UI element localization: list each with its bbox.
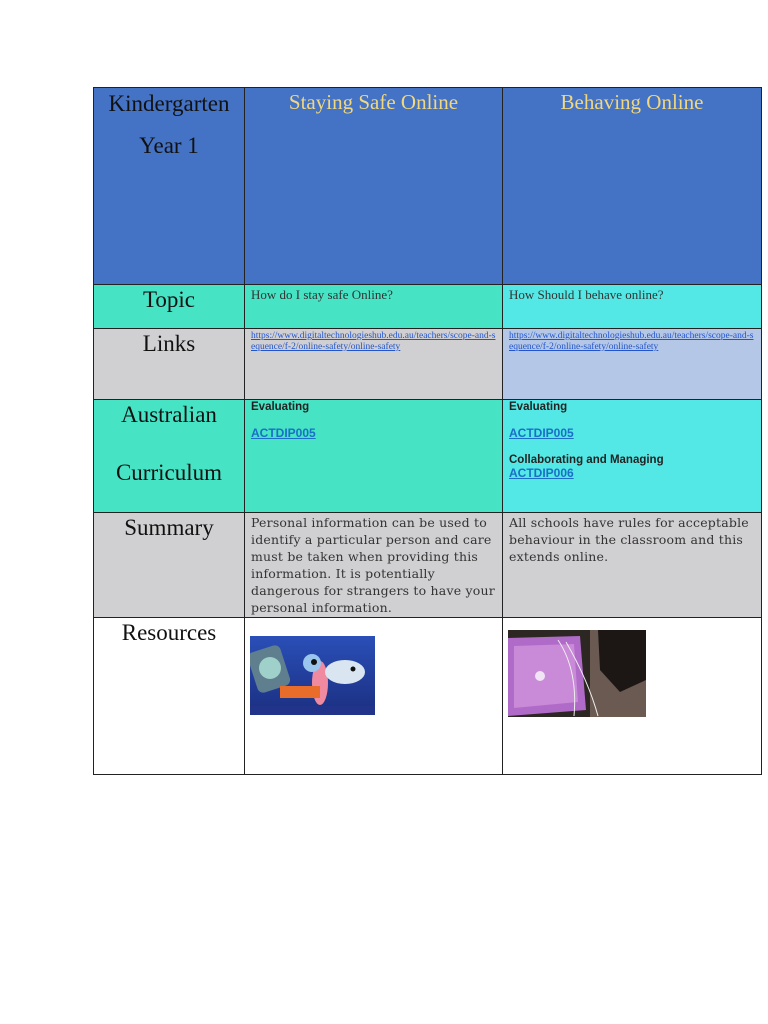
curriculum-col2-heading: Evaluating [509, 401, 568, 413]
resources-row [94, 618, 762, 775]
curriculum-col2-code[interactable]: ACTDIP005 [509, 426, 574, 440]
summary-col1-text: Personal information can be used to identify a particular person and care must be taken when providing this information. It is potentially dangerous for strangers to have your personal information. [251, 515, 495, 615]
curriculum-row [94, 400, 762, 513]
links-col1-cell [245, 329, 503, 400]
cartoon-dolphin-shape [325, 660, 365, 684]
resources-label-cell [94, 618, 245, 775]
header-col1 [245, 88, 503, 285]
curriculum-col1-heading: Evaluating [251, 401, 310, 413]
links-label: Links [142, 331, 196, 356]
links-col2-link[interactable]: https://www.digitaltechnologieshub.edu.au/teachers/scope-and-sequence/f-2/online-safety/online-safety [509, 331, 754, 352]
col1-title: Staying Safe Online [288, 90, 459, 114]
curriculum-col2-heading2: Collaborating and Managing [509, 454, 664, 466]
laptop-photo[interactable] [508, 630, 646, 717]
cartoon-video-thumbnail[interactable] [250, 636, 375, 715]
topic-col2-text: How Should I behave online? [509, 287, 664, 302]
curriculum-col2-code2[interactable]: ACTDIP006 [509, 466, 574, 480]
summary-row [94, 513, 762, 618]
apple-logo-icon [535, 671, 545, 681]
curriculum-label-line1: Australian [121, 402, 217, 427]
links-label-cell [94, 329, 245, 400]
helmet-window-shape [259, 657, 281, 679]
summary-col2-text: All schools have rules for acceptable behaviour in the classroom and this extends online. [509, 515, 749, 564]
resources-label: Resources [121, 620, 217, 645]
lesson-plan-table [93, 87, 762, 775]
curriculum-col2-cell [503, 400, 762, 513]
summary-label-cell [94, 513, 245, 618]
curriculum-col1-code[interactable]: ACTDIP005 [251, 426, 316, 440]
corner-cell [94, 88, 245, 285]
curriculum-label-line2: Curriculum [115, 459, 223, 485]
summary-col1-cell [245, 513, 503, 618]
topic-col1-text: How do I stay safe Online? [251, 287, 393, 302]
links-col2-cell [503, 329, 762, 400]
topic-label-cell [94, 285, 245, 329]
topic-col1-cell [245, 285, 503, 329]
curriculum-label-cell [94, 400, 245, 513]
orange-fish-shape [280, 686, 320, 698]
grade-kindergarten: Kindergarten [108, 91, 230, 116]
summary-col2-cell [503, 513, 762, 618]
col2-title: Behaving Online [560, 90, 704, 114]
curriculum-col1-cell [245, 400, 503, 513]
links-col1-link[interactable]: https://www.digitaltechnologieshub.edu.au/teachers/scope-and-sequence/f-2/online-safety/online-safety [251, 331, 496, 352]
grade-year1: Year 1 [139, 132, 199, 158]
topic-label: Topic [142, 287, 196, 312]
topic-row [94, 285, 762, 329]
summary-label: Summary [124, 515, 214, 540]
header-row [94, 88, 762, 285]
header-col2 [503, 88, 762, 285]
topic-col2-cell [503, 285, 762, 329]
links-row [94, 329, 762, 400]
